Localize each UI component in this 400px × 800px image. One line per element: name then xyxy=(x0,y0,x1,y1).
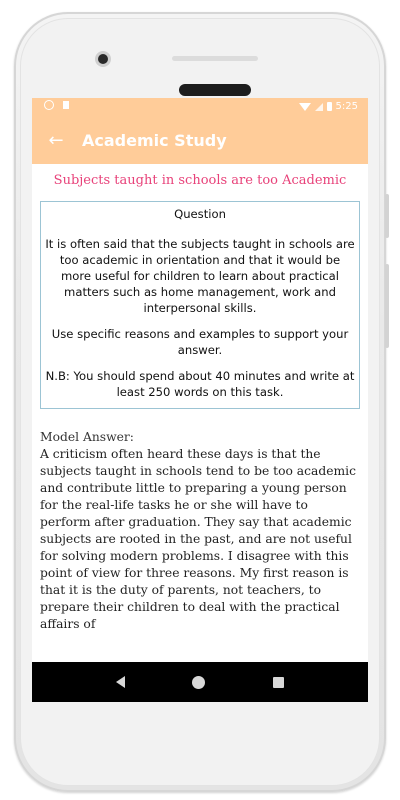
question-instruction: Use specific reasons and examples to support your answer. xyxy=(51,327,349,357)
topic-title: Subjects taught in schools are too Academic xyxy=(53,173,347,188)
volume-button xyxy=(385,264,389,348)
screen xyxy=(32,98,368,702)
nav-recents-icon[interactable] xyxy=(273,677,284,688)
wifi-icon xyxy=(299,103,311,111)
model-answer-label: Model Answer: xyxy=(40,430,134,444)
model-answer xyxy=(40,429,360,633)
question-heading: Question xyxy=(174,207,226,221)
sd-card-icon xyxy=(63,101,69,109)
status-bar xyxy=(32,98,368,116)
app-title: Academic Study xyxy=(82,130,227,150)
earpiece-speaker xyxy=(179,84,251,96)
cell-signal-icon xyxy=(315,103,323,111)
status-indicators xyxy=(299,101,358,112)
nav-home-icon[interactable] xyxy=(192,676,205,689)
back-arrow-icon: ← xyxy=(48,129,64,151)
question-note: N.B: You should spend about 40 minutes and write at least 250 words on this task. xyxy=(45,369,355,399)
status-notifications xyxy=(44,100,69,111)
front-camera xyxy=(98,54,108,64)
navigation-bar xyxy=(32,662,368,702)
app-bar xyxy=(32,116,368,164)
question-box xyxy=(40,201,360,409)
back-button[interactable] xyxy=(36,116,76,164)
phone-top-sensor xyxy=(172,56,258,61)
nav-back-icon[interactable] xyxy=(116,676,125,688)
battery-icon xyxy=(327,102,332,111)
power-button xyxy=(385,194,389,238)
content-scroll[interactable] xyxy=(32,172,368,633)
notification-circle-icon xyxy=(44,100,54,110)
status-time: 5:25 xyxy=(335,101,358,112)
model-answer-text: A criticism often heard these days is that the subjects taught in schools tend to be too academic and contribute little to preparing a young person for the real-life tasks he or she will have to perform after graduation. They say that academic subjects are rooted in the past, and are not useful for solving modern problems. I disagree with this point of view for three reasons. My first reason is that it is the duty of parents, not teachers, to prepare their children to deal with the practical affairs of xyxy=(40,447,356,631)
question-prompt: It is often said that the subjects taught in schools are too academic in orientation and that it would be more useful for children to learn about practical matters such as home management, work and interpersonal skills. xyxy=(45,237,355,315)
